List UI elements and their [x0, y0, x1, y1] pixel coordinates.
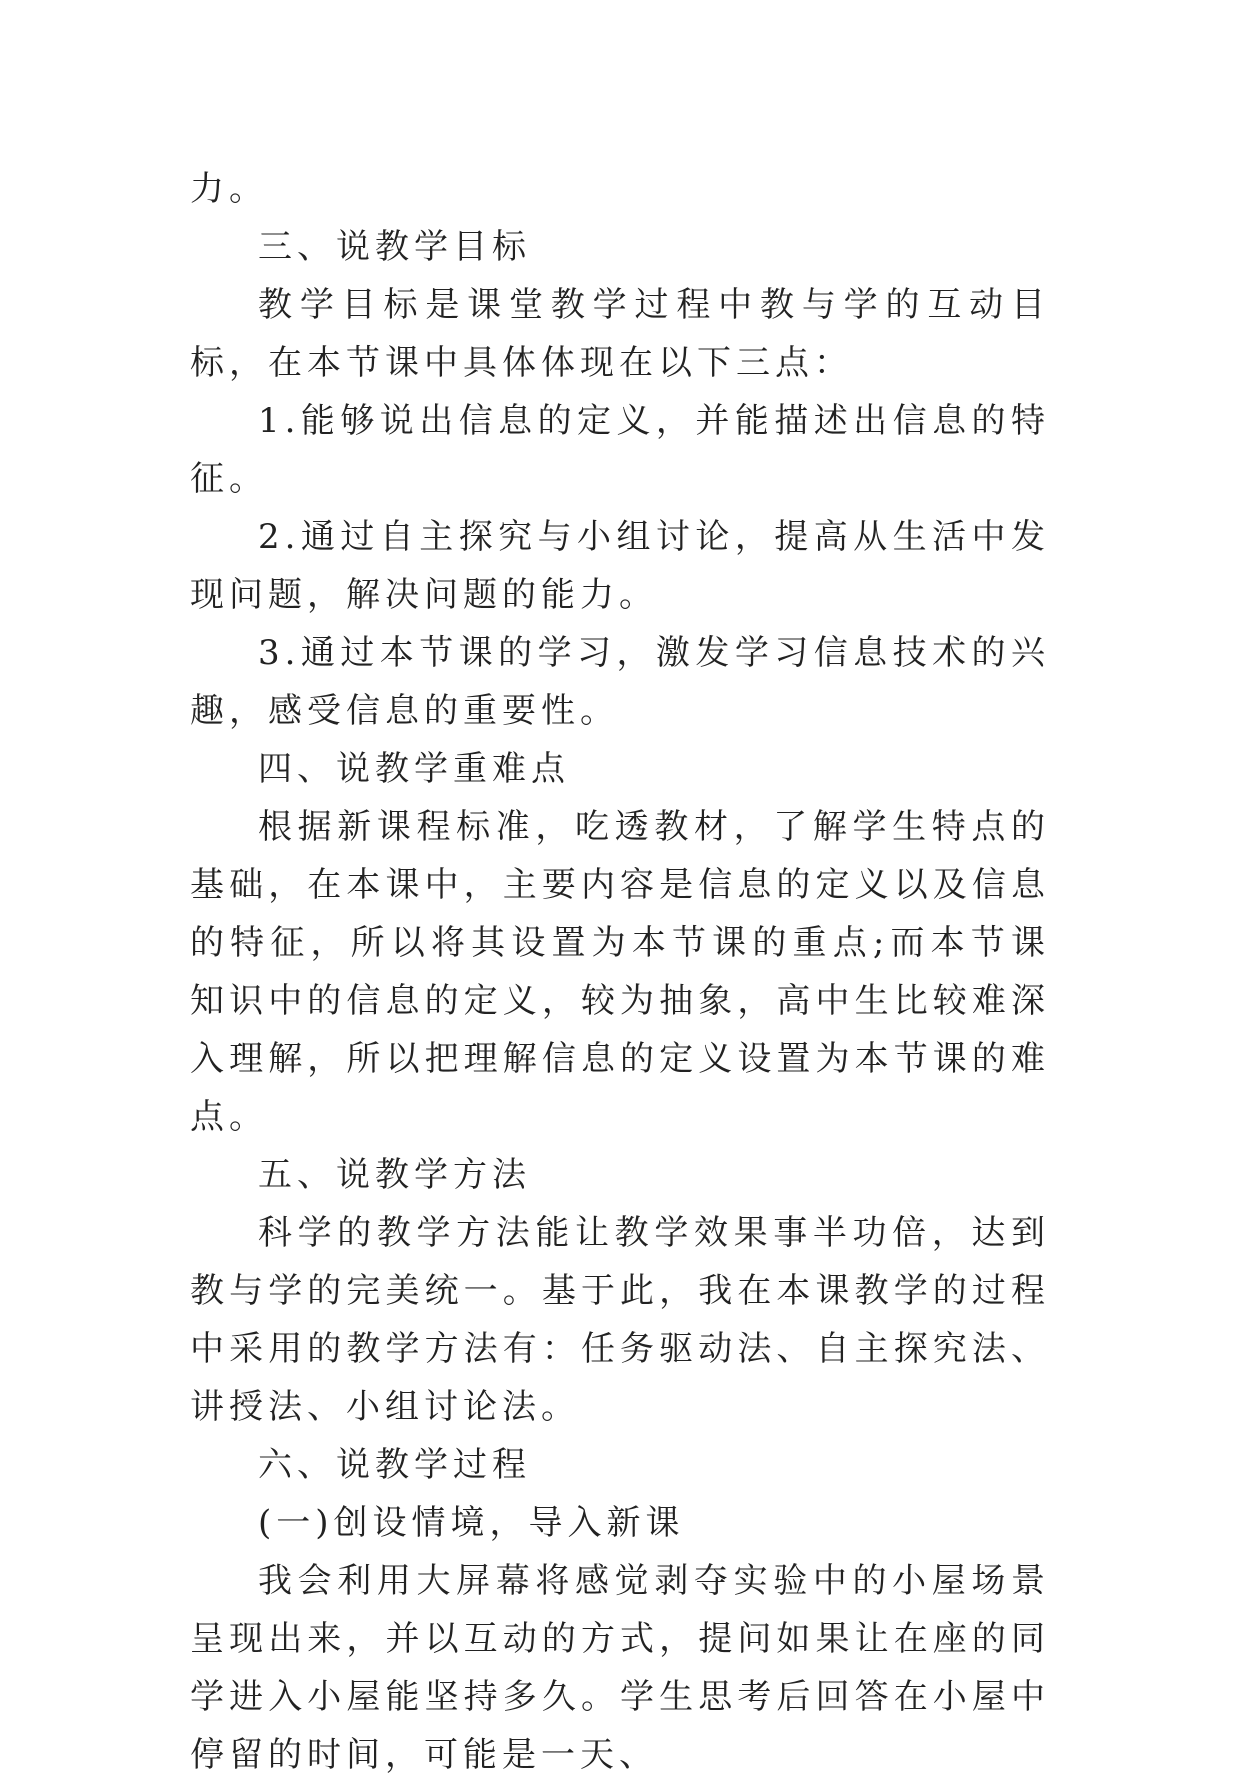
section-heading-key-points: 四、说教学重难点 [258, 749, 570, 789]
paragraph-introduction: 我会利用大屏幕将感觉剥夺实验中的小屋场景呈现出来，并以互动的方式，提问如果让在座的同学进入小屋能坚持多久。学生思考后回答在小屋中停留的时间，可能是一天、 [190, 1561, 1050, 1775]
paragraph-teaching-methods: 科学的教学方法能让教学效果事半功倍，达到教与学的完美统一。基于此，我在本课教学的过程中采用的教学方法有：任务驱动法、自主探究法、讲授法、小组讨论法。 [190, 1213, 1050, 1427]
paragraph-continuation: 力。 [190, 169, 268, 209]
section-heading-teaching-process: 六、说教学过程 [258, 1445, 531, 1485]
list-item-goal-3: 3.通过本节课的学习，激发学习信息技术的兴趣，感受信息的重要性。 [190, 633, 1050, 731]
list-item-goal-1: 1.能够说出信息的定义，并能描述出信息的特征。 [190, 401, 1050, 499]
paragraph-goals-intro: 教学目标是课堂教学过程中教与学的互动目标，在本节课中具体体现在以下三点： [190, 285, 1050, 383]
document-body [190, 160, 1050, 1784]
list-item-goal-2: 2.通过自主探究与小组讨论，提高从生活中发现问题，解决问题的能力。 [190, 517, 1050, 615]
section-heading-teaching-methods: 五、说教学方法 [258, 1155, 531, 1195]
paragraph-key-points: 根据新课程标准，吃透教材，了解学生特点的基础，在本课中，主要内容是信息的定义以及信息的特征，所以将其设置为本节课的重点;而本节课知识中的信息的定义，较为抽象，高中生比较难深入理解，所以把理解信息的定义设置为本节课的难点。 [190, 807, 1050, 1137]
section-heading-teaching-goals: 三、说教学目标 [258, 227, 531, 267]
subsection-heading-introduction: (一)创设情境，导入新课 [258, 1503, 685, 1543]
